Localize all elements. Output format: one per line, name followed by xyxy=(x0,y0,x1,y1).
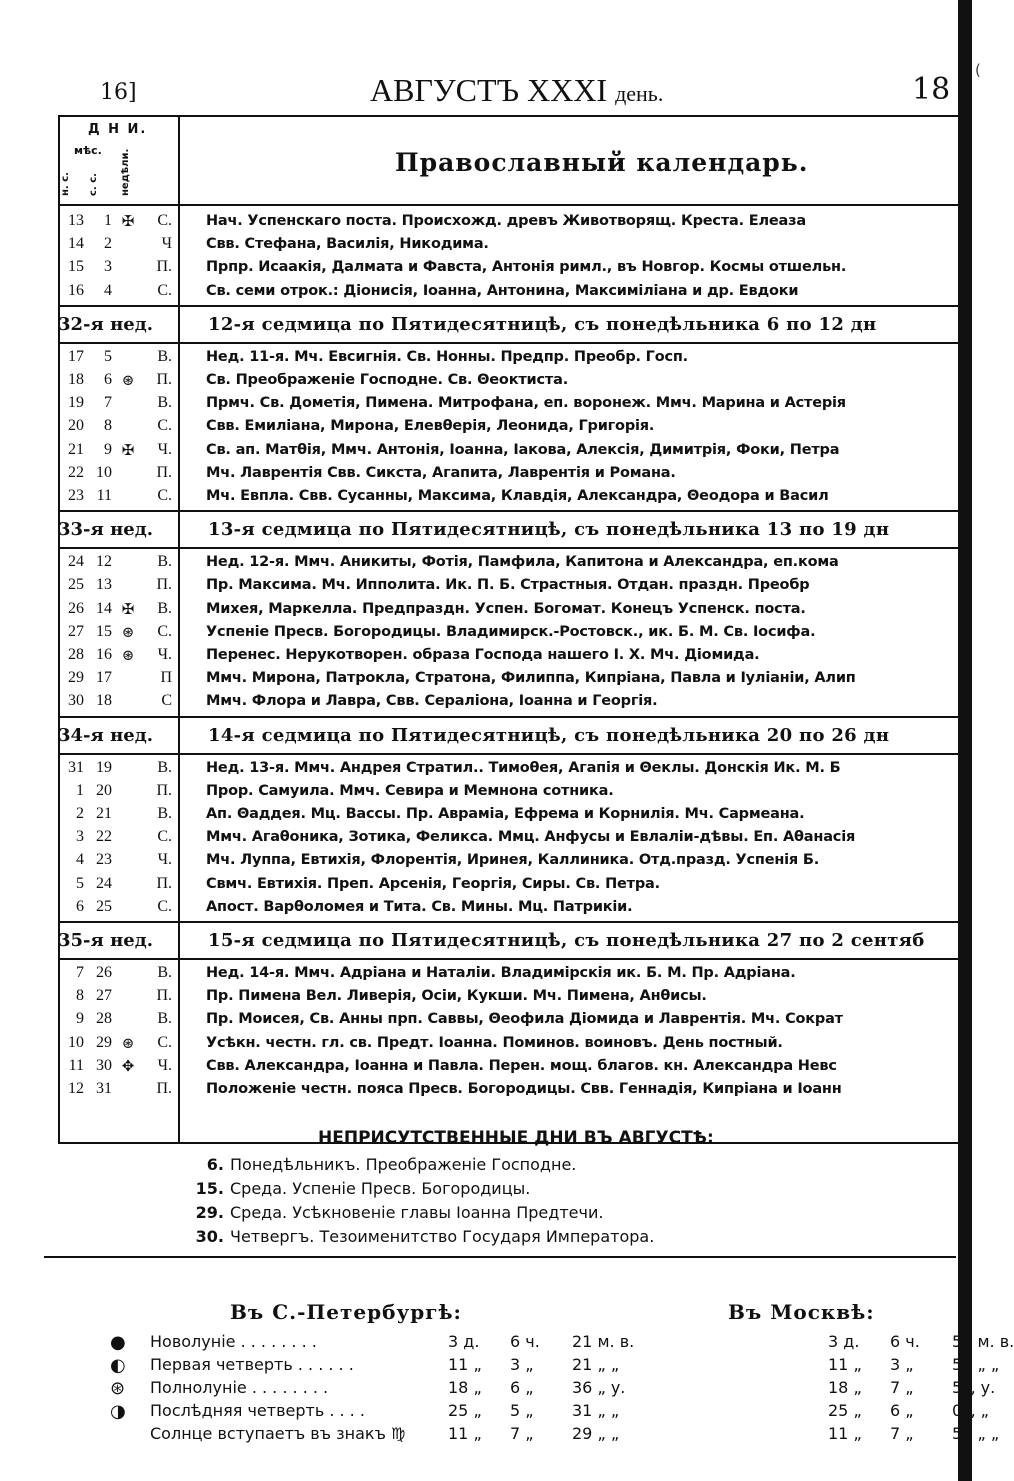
weekday-abbr: П. xyxy=(156,987,172,1005)
weekday-abbr: П. xyxy=(156,874,172,892)
spb-time-value: 11 „ xyxy=(448,1424,482,1443)
holiday-text: Среда. Усѣкновеніе главы Іоанна Предтечи. xyxy=(230,1203,604,1222)
new-style-day: 17 xyxy=(68,347,84,365)
old-style-day: 3 xyxy=(104,258,112,276)
moon-phase-icon: ⊛ xyxy=(110,1378,126,1399)
spb-time-value: 36 „ у. xyxy=(572,1378,626,1397)
weekday-abbr: П. xyxy=(156,258,172,276)
old-style-day: 25 xyxy=(96,897,112,915)
saints-text: Михея, Маркелла. Предпраздн. Успен. Богомат. Конецъ Успенск. поста. xyxy=(206,600,806,617)
old-style-day: 17 xyxy=(96,669,112,687)
old-style-day: 11 xyxy=(96,487,112,504)
moscow-time-value: 58 „ „ xyxy=(952,1424,1000,1443)
new-style-day: 3 xyxy=(76,828,84,846)
moscow-time-value: 5 „ у. xyxy=(952,1378,996,1397)
saints-text: Нед. 13-я. Ммч. Андрея Стратил.. Тимоθея, Агапія и Θеклы. Донскія Ик. М. Б xyxy=(206,759,841,776)
new-style-day: 22 xyxy=(68,463,84,481)
city-moscow-heading: Въ Москвѣ: xyxy=(728,1300,875,1324)
old-style-day: 1 xyxy=(104,212,112,229)
weekday-abbr: С. xyxy=(157,622,172,640)
rule-week-bottom xyxy=(58,753,958,755)
old-style-day: 4 xyxy=(104,281,112,299)
spb-time-value: 21 „ „ xyxy=(572,1355,620,1374)
spb-time-value: 6 „ xyxy=(510,1378,534,1397)
saints-text: Мч. Луппа, Евтихія, Флорентія, Иринея, Каллиника. Отд.празд. Успенія Б. xyxy=(206,852,820,869)
col-ms-header: мѣс. xyxy=(74,144,102,157)
saints-text: Мч. Евпла. Свв. Сусанны, Максима, Клавдія, Александра, Θеодора и Васил xyxy=(206,488,829,504)
saints-text: Св. семи отрок.: Діонисія, Іоанна, Антонина, Максиміліана и др. Евдоки xyxy=(206,282,799,299)
weekday-abbr: Ч. xyxy=(157,440,172,458)
moscow-time-value: 25 „ xyxy=(828,1401,862,1420)
rule-week-top xyxy=(58,921,958,923)
feast-icon: ⊛ xyxy=(121,646,135,664)
week-title: 12-я седмица по Пятидесятницѣ, съ понедѣльника 6 по 12 дн xyxy=(208,313,877,335)
spb-time-value: 5 „ xyxy=(510,1401,534,1420)
weekday-abbr: С. xyxy=(157,417,172,435)
week-header xyxy=(58,922,958,958)
holiday-text: Понедѣльникъ. Преображеніе Господне. xyxy=(230,1155,577,1174)
moon-phase-row xyxy=(110,1378,996,1400)
weekday-abbr: В. xyxy=(157,805,172,822)
weekday-abbr: Ч. xyxy=(157,851,172,869)
spb-time-value: 3 „ xyxy=(510,1355,534,1374)
old-style-day: 28 xyxy=(96,1010,112,1028)
weekday-abbr: С. xyxy=(157,281,172,299)
weekday-abbr: П. xyxy=(156,576,172,594)
weekday-abbr: Ч. xyxy=(157,646,172,663)
rule-week-bottom xyxy=(58,547,958,549)
holiday-item xyxy=(190,1179,530,1198)
new-style-day: 24 xyxy=(68,553,84,571)
rule-holidays-bottom xyxy=(44,1256,956,1258)
new-style-day: 2 xyxy=(76,805,84,822)
moon-phase-row xyxy=(110,1332,1014,1354)
moscow-time-value: 7 „ xyxy=(890,1424,914,1443)
saints-text: Св. ап. Матθія, Ммч. Антонія, Іоанна, Іакова, Алексія, Димитрія, Фоки, Петра xyxy=(206,441,840,458)
saints-text: Положеніе честн. пояса Пресв. Богородицы. Свв. Геннадія, Кипріана и Іоанн xyxy=(206,1081,842,1097)
new-style-day: 7 xyxy=(76,964,84,981)
weekday-abbr: В. xyxy=(157,553,172,571)
saints-text: Пр. Моисея, Св. Анны прп. Саввы, Θеофила Діомида и Лаврентія. Мч. Сократ xyxy=(206,1011,843,1028)
calendar-title: Православный календарь. xyxy=(395,148,809,177)
moscow-time-value: 50 м. в. xyxy=(952,1332,1014,1351)
week-title: 14-я седмица по Пятидесятницѣ, съ понедѣльника 20 по 26 дн xyxy=(208,724,890,746)
holiday-text: Четвергъ. Тезоименитство Государя Императора. xyxy=(230,1227,655,1246)
saints-text: Нед. 11-я. Мч. Евсигнія. Св. Нонны. Предпр. Преобр. Госп. xyxy=(206,348,688,365)
weekday-abbr: П. xyxy=(156,781,172,799)
holiday-text: Среда. Успеніе Пресв. Богородицы. xyxy=(230,1179,531,1198)
holidays-title: НЕПРИСУТСТВЕННЫЕ ДНИ ВЪ АВГУСТѢ: xyxy=(318,1128,714,1148)
rule-week-top xyxy=(58,716,958,718)
moon-phase-icon: ● xyxy=(110,1332,126,1353)
spb-time-value: 11 „ xyxy=(448,1355,482,1374)
moon-phase-label: Солнце вступаетъ въ знакъ ♍ xyxy=(150,1424,406,1443)
weekday-abbr: В. xyxy=(157,1010,172,1028)
new-style-day: 13 xyxy=(68,212,84,229)
weekday-abbr: С. xyxy=(157,1033,172,1051)
old-style-day: 20 xyxy=(96,781,112,799)
weekday-abbr: В. xyxy=(157,394,172,412)
new-style-day: 26 xyxy=(68,599,84,617)
new-style-day: 23 xyxy=(68,487,84,504)
moscow-time-value: 0 „ „ xyxy=(952,1401,989,1420)
saints-text: Свв. Емиліана, Мирона, Елевθерія, Леонида, Григорія. xyxy=(206,418,655,435)
weekday-abbr: Ч xyxy=(161,235,172,253)
new-style-day: 27 xyxy=(68,622,84,640)
new-style-day: 14 xyxy=(68,235,84,253)
saints-text: Усѣкн. честн. гл. св. Предт. Іоанна. Поминов. воиновъ. День постный. xyxy=(206,1034,783,1051)
city-spb-heading: Въ С.-Петербургѣ: xyxy=(230,1300,462,1324)
holiday-item xyxy=(190,1227,654,1246)
moon-phase-label: Новолуніе . . . . . . . . xyxy=(150,1332,317,1351)
weekday-abbr: П xyxy=(160,669,172,687)
moon-phase-label: Послѣдняя четверть . . . . xyxy=(150,1401,365,1420)
weekday-abbr: П. xyxy=(156,371,172,388)
spb-time-value: 18 „ xyxy=(448,1378,482,1397)
week-title: 15-я седмица по Пятидесятницѣ, съ понедѣльника 27 по 2 сентяб xyxy=(208,930,925,951)
old-style-day: 10 xyxy=(96,463,112,481)
weekday-abbr: Ч. xyxy=(157,1056,172,1074)
new-style-day: 21 xyxy=(68,440,84,458)
weekday-abbr: С xyxy=(161,692,172,710)
new-style-day: 9 xyxy=(76,1010,84,1028)
holiday-item xyxy=(190,1155,576,1174)
feast-icon: ✥ xyxy=(121,1056,135,1075)
moscow-time-value: 11 „ xyxy=(828,1424,862,1443)
col-days-header: Д Н И. xyxy=(88,122,148,137)
week-label: 32-я нед. xyxy=(58,313,153,335)
holiday-day: 15. xyxy=(195,1179,224,1198)
old-style-day: 21 xyxy=(96,805,112,822)
weekday-abbr: В. xyxy=(157,599,172,617)
moon-phase-row xyxy=(110,1355,1000,1377)
week-label: 35-я нед. xyxy=(58,930,153,951)
feast-icon: ⊛ xyxy=(121,622,135,641)
moscow-time-value: 3 д. xyxy=(828,1332,860,1351)
col-ss-header: с. с. xyxy=(88,173,99,196)
old-style-day: 15 xyxy=(96,622,112,640)
holiday-item xyxy=(190,1203,603,1222)
old-style-day: 26 xyxy=(96,964,112,981)
saints-text: Прпр. Исаакія, Далмата и Фавста, Антонія римл., въ Новгор. Космы отшельн. xyxy=(206,259,847,276)
moon-phase-icon: ◐ xyxy=(110,1355,126,1376)
rule-colhead xyxy=(58,204,958,206)
moscow-time-value: 18 „ xyxy=(828,1378,862,1397)
col-week-header: недѣли. xyxy=(120,148,131,196)
saints-text: Ап. Θаддея. Мц. Вассы. Пр. Авраміа, Ефрема и Корнилія. Мч. Сармеана. xyxy=(206,806,805,822)
feast-icon: ✠ xyxy=(121,440,135,459)
old-style-day: 16 xyxy=(96,646,112,663)
new-style-day: 4 xyxy=(76,851,84,869)
holiday-day: 30. xyxy=(195,1227,224,1246)
old-style-day: 7 xyxy=(104,394,112,412)
week-title: 13-я седмица по Пятидесятницѣ, съ понедѣльника 13 по 19 дн xyxy=(208,519,890,541)
feast-icon: ⊛ xyxy=(121,1033,135,1052)
old-style-day: 13 xyxy=(96,576,112,594)
old-style-day: 9 xyxy=(104,440,112,458)
rule-days xyxy=(178,115,180,1142)
old-style-day: 12 xyxy=(96,553,112,571)
moon-phase-label: Полнолуніе . . . . . . . . xyxy=(150,1378,329,1397)
old-style-day: 23 xyxy=(96,851,112,869)
moon-phase-row xyxy=(110,1401,989,1423)
new-style-day: 11 xyxy=(68,1056,84,1074)
week-header xyxy=(58,511,958,547)
old-style-day: 6 xyxy=(104,371,112,388)
old-style-day: 29 xyxy=(96,1033,112,1051)
saints-text: Прор. Самуила. Ммч. Севира и Мемнона сотника. xyxy=(206,782,614,799)
old-style-day: 19 xyxy=(96,758,112,776)
weekday-abbr: С. xyxy=(157,897,172,915)
saints-text: Свв. Стефана, Василія, Никодима. xyxy=(206,236,489,253)
holiday-day: 6. xyxy=(206,1155,224,1174)
week-label: 34-я нед. xyxy=(58,724,153,746)
col-ns-header: н. с. xyxy=(60,172,71,196)
new-style-day: 20 xyxy=(68,417,84,435)
old-style-day: 5 xyxy=(104,347,112,365)
moscow-time-value: 6 „ xyxy=(890,1401,914,1420)
moscow-time-value: 11 „ xyxy=(828,1355,862,1374)
moscow-time-value: 7 „ xyxy=(890,1378,914,1397)
old-style-day: 24 xyxy=(96,874,112,892)
weekday-abbr: П. xyxy=(156,1080,172,1097)
saints-text: Успеніе Пресв. Богородицы. Владимирск.-Ростовск., ик. Б. М. Св. Іосифа. xyxy=(206,623,816,640)
spb-time-value: 3 д. xyxy=(448,1332,480,1351)
spb-time-value: 25 „ xyxy=(448,1401,482,1420)
moon-phase-label: Первая четверть . . . . . . xyxy=(150,1355,354,1374)
new-style-day: 29 xyxy=(68,669,84,687)
weekday-abbr: С. xyxy=(157,487,172,504)
old-style-day: 31 xyxy=(96,1080,112,1097)
saints-text: Прмч. Св. Дометія, Пимена. Митрофана, еп. воронеж. Ммч. Марина и Астерія xyxy=(206,395,846,412)
week-header xyxy=(58,717,958,753)
rule-top xyxy=(58,115,958,117)
weekday-abbr: В. xyxy=(157,964,172,981)
page-year: 18 xyxy=(912,72,951,107)
weekday-abbr: П. xyxy=(156,463,172,481)
saints-text: Ммч. Мирона, Патрокла, Стратона, Филиппа, Кипріана, Павла и Іуліаніи, Алип xyxy=(206,670,856,687)
new-style-day: 5 xyxy=(76,874,84,892)
saints-text: Свв. Александра, Іоанна и Павла. Перен. мощ. благов. кн. Александра Невс xyxy=(206,1057,837,1074)
feast-icon: ⊛ xyxy=(121,371,135,389)
rule-week-top xyxy=(58,305,958,307)
saints-text: Нед. 14-я. Ммч. Адріана и Наталіи. Владимірскія ик. Б. М. Пр. Адріана. xyxy=(206,965,796,981)
weekday-abbr: С. xyxy=(157,828,172,846)
moon-phase-icon: ◑ xyxy=(110,1401,126,1422)
new-style-day: 30 xyxy=(68,692,84,710)
page-number: 16] xyxy=(100,80,137,105)
page-edge-bar xyxy=(958,0,972,1481)
feast-icon: ✠ xyxy=(121,212,135,230)
holiday-day: 29. xyxy=(195,1203,224,1222)
spb-time-value: 21 м. в. xyxy=(572,1332,635,1351)
spb-time-value: 6 ч. xyxy=(510,1332,540,1351)
feast-icon: ✠ xyxy=(121,599,135,618)
saints-text: Перенес. Нерукотворен. образа Господа нашего І. Х. Мч. Діомида. xyxy=(206,647,760,663)
old-style-day: 30 xyxy=(96,1056,112,1074)
new-style-day: 28 xyxy=(68,646,84,663)
spb-time-value: 31 „ „ xyxy=(572,1401,620,1420)
week-header xyxy=(58,306,958,342)
old-style-day: 8 xyxy=(104,417,112,435)
old-style-day: 22 xyxy=(96,828,112,846)
rule-week-bottom xyxy=(58,958,958,960)
spb-time-value: 29 „ „ xyxy=(572,1424,620,1443)
rule-week-top xyxy=(58,510,958,512)
new-style-day: 8 xyxy=(76,987,84,1005)
moscow-time-value: 50 „ „ xyxy=(952,1355,1000,1374)
new-style-day: 12 xyxy=(68,1080,84,1097)
old-style-day: 14 xyxy=(96,599,112,617)
old-style-day: 27 xyxy=(96,987,112,1005)
new-style-day: 16 xyxy=(68,281,84,299)
saints-text: Свмч. Евтихія. Преп. Арсенія, Георгія, Сиры. Св. Петра. xyxy=(206,875,660,892)
saints-text: Нач. Успенскаго поста. Происхожд. древъ Животворящ. Креста. Елеаза xyxy=(206,213,806,229)
old-style-day: 18 xyxy=(96,692,112,710)
weekday-abbr: В. xyxy=(157,758,172,776)
new-style-day: 1 xyxy=(76,781,84,799)
saints-text: Апост. Варθоломея и Тита. Св. Мины. Мц. Патрикіи. xyxy=(206,898,633,915)
weekday-abbr: В. xyxy=(157,347,172,365)
new-style-day: 18 xyxy=(68,371,84,388)
saints-text: Ммч. Агаθоника, Зотика, Феликса. Ммц. Анфусы и Евлаліи-дѣвы. Еп. Аθанасія xyxy=(206,829,856,846)
spb-time-value: 7 „ xyxy=(510,1424,534,1443)
new-style-day: 15 xyxy=(68,258,84,276)
saints-text: Пр. Максима. Мч. Ипполита. Ик. П. Б. Страстныя. Отдан. праздн. Преобр xyxy=(206,577,810,594)
new-style-day: 10 xyxy=(68,1033,84,1051)
new-style-day: 25 xyxy=(68,576,84,594)
page-title: АВГУСТЪ XXXI день. xyxy=(370,72,664,108)
rule-week-bottom xyxy=(58,342,958,344)
new-style-day: 6 xyxy=(76,897,84,915)
saints-text: Нед. 12-я. Ммч. Аникиты, Фотія, Памфила, Капитона и Александра, еп.кома xyxy=(206,554,839,571)
weekday-abbr: С. xyxy=(157,212,172,229)
saints-text: Пр. Пимена Вел. Ливерія, Осіи, Кукши. Мч. Пимена, Анθисы. xyxy=(206,988,707,1005)
moscow-time-value: 6 ч. xyxy=(890,1332,920,1351)
new-style-day: 19 xyxy=(68,394,84,412)
saints-text: Ммч. Флора и Лавра, Свв. Сераліона, Іоанна и Георгія. xyxy=(206,693,658,710)
saints-text: Мч. Лаврентія Свв. Сикста, Агапита, Лаврентія и Романа. xyxy=(206,464,676,481)
new-style-day: 31 xyxy=(68,758,84,776)
moscow-time-value: 3 „ xyxy=(890,1355,914,1374)
neighbor-page-edge: ( xyxy=(975,61,981,79)
old-style-day: 2 xyxy=(104,235,112,253)
week-label: 33-я нед. xyxy=(58,519,153,541)
moon-phase-row xyxy=(110,1424,1000,1446)
saints-text: Св. Преображеніе Господне. Св. Θеоктиста. xyxy=(206,372,568,388)
